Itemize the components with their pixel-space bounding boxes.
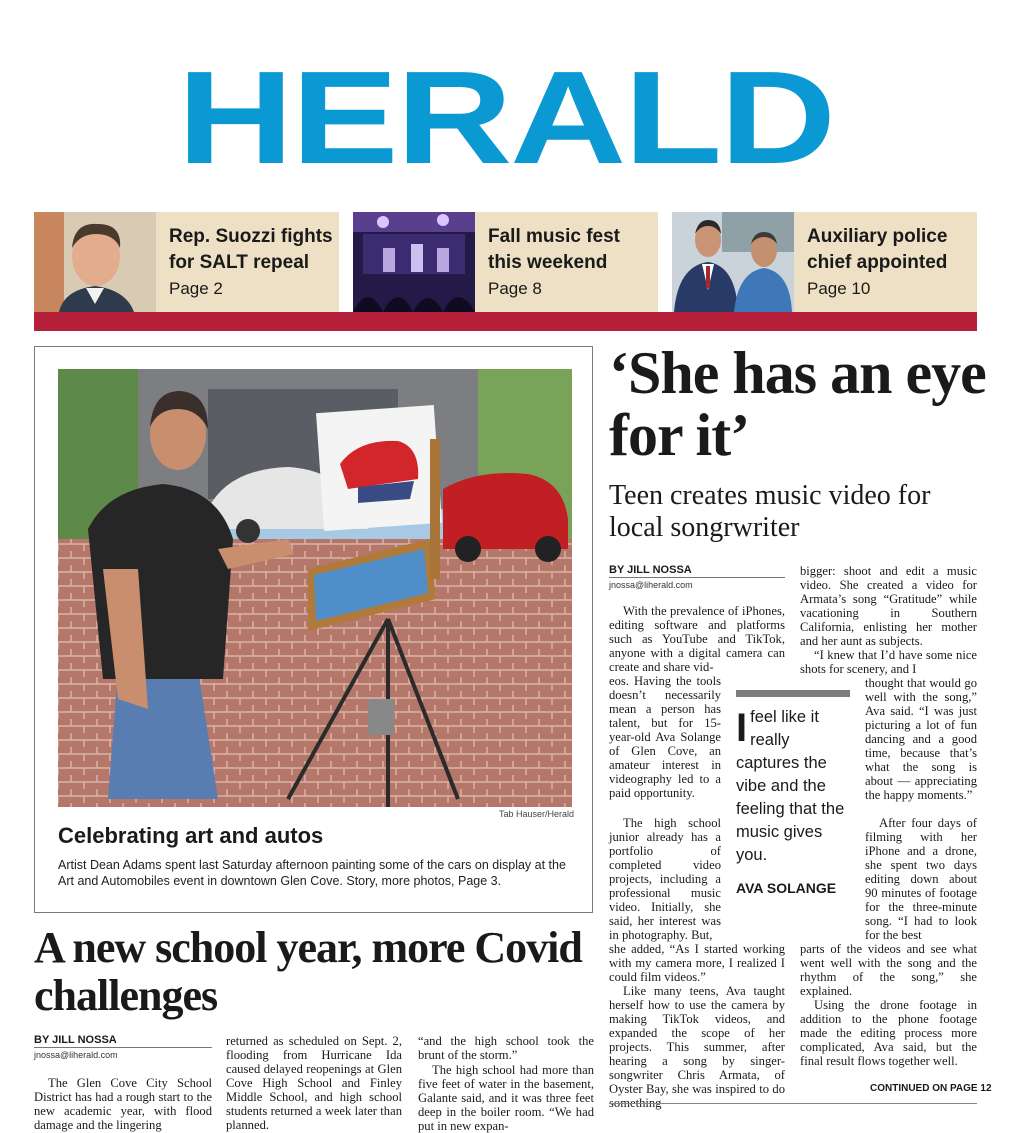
lead-col1-top: With the prevalence of iPhones, editing software and platforms such as YouTube and TikTok, anyone with a digital camera can create and share vid-	[609, 604, 785, 674]
pullquote-drop-letter: I	[736, 706, 748, 750]
pullquote	[736, 706, 854, 867]
lead-email: jnossa@liherald.com	[609, 580, 693, 590]
continued-jump-link[interactable]: CONTINUED ON PAGE 12	[870, 1083, 992, 1094]
second-col2: returned as scheduled on Sept. 2, flooding from Hurricane Ida caused delayed reopenings at Glen Cove High School and Finley Middle School, and high school students returned a week later than planned.	[226, 1034, 402, 1132]
red-divider-band	[34, 312, 977, 331]
lead-col1-narrow: eos. Having the tools doesn’t necessarily mean a person has talent, but for 15-year-old Ava Solange of Glen Cove, an amateur interest in videography led to a paid opportunity.	[609, 674, 721, 800]
second-col3-a: “and the high school took the brunt of the storm.”	[418, 1034, 594, 1062]
concert-photo-icon	[353, 212, 475, 312]
caption-headline: Celebrating art and autos	[58, 823, 324, 848]
lead-headline: ‘She has an eye for it’	[609, 340, 986, 468]
teaser-music-fest[interactable]	[353, 212, 658, 312]
teaser-strip	[34, 212, 977, 312]
lead-col2-narrow: thought that would go well with the song,” Ava said. “I was just picturing a lot of fun dancing and a good time, because that’s what the song is about — appreciating the happy moments.”	[865, 676, 977, 802]
teaser-headline: Rep. Suozzi fights for SALT repeal	[169, 226, 333, 273]
teaser-headline: Fall music fest this weekend	[488, 226, 620, 273]
second-headline: A new school year, more Covid challenges	[34, 923, 582, 1020]
lead-col1-p3: Like many teens, Ava taught herself how to use the camera by making TikTok videos, and expanded the scope of her projects. This summer, after hearing a song by singer-songwriter Chris Armata, of Oyster Bay, she was inspired to do something	[609, 984, 785, 1110]
masthead-title: HERALD	[177, 44, 834, 191]
portrait-photo-icon	[34, 212, 156, 312]
two-men-photo-icon	[672, 212, 794, 312]
photo-credit: Tab Hauser/Herald	[499, 809, 575, 819]
teaser-headline: Auxiliary police chief appointed	[807, 226, 948, 273]
teaser-auxiliary-police[interactable]	[672, 212, 977, 312]
pullquote-text: feel like it really captures the vibe and the feeling that the music gives you.	[736, 708, 845, 864]
lead-deck: Teen creates music video for local songrwriter	[609, 480, 931, 543]
photo-feature-box	[34, 346, 593, 913]
lead-col2-p2: “I knew that I’d have some nice shots for scenery, and I	[800, 648, 977, 676]
second-col1: The Glen Cove City School District has had a rough start to the new academic year, with flood damage and the lingering	[34, 1076, 212, 1132]
artist-painting-photo	[58, 369, 572, 807]
lead-col1-p2: The high school junior already has a portfolio of completed video projects, including a professional music video. Initially, she said, her interest was in photography. But,	[609, 816, 721, 942]
teaser-page: Page 8	[488, 279, 542, 298]
lead-col2-bottom: parts of the videos and see what went well with the song and the rhythm of the song,” she explained.	[800, 942, 977, 998]
lead-col2-top: bigger: shoot and edit a music video. She created a video for Armata’s song “Gratitude” while vacationing in Southern California, enlisting her mother and her aunt as subjects.	[800, 564, 977, 648]
second-email: jnossa@liherald.com	[34, 1050, 118, 1060]
teaser-page: Page 2	[169, 279, 223, 298]
bottom-rule	[609, 1103, 977, 1104]
second-col3-b: The high school had more than five feet of water in the basement, Galante said, and it was three feet deep in the boiler room. “We had put in new expan-	[418, 1063, 594, 1133]
second-byline-rule	[34, 1047, 212, 1048]
teaser-page: Page 10	[807, 279, 871, 298]
caption-text: Artist Dean Adams spent last Saturday afternoon painting some of the cars on display at the Art and Automobiles event in downtown Glen Cove. Story, more photos, Page 3.	[58, 858, 566, 888]
lead-col2-p4: Using the drone footage in addition to the phone footage made the editing process more complicated, Ava said, but the final result flows together well.	[800, 998, 977, 1068]
lead-byline: BY JILL NOSSA	[609, 564, 692, 576]
pullquote-bar	[736, 690, 850, 697]
second-byline: BY JILL NOSSA	[34, 1034, 117, 1046]
lead-col1-bottom: she added, “As I started working with my camera more, I realized I could film videos.”	[609, 942, 785, 984]
teaser-suozzi[interactable]	[34, 212, 339, 312]
byline-rule	[609, 577, 785, 578]
pullquote-attribution: AVA SOLANGE	[736, 880, 837, 896]
lead-col2-narrow2: After four days of filming with her iPhone and a drone, she spent two days editing down about 90 minutes of footage for the three-minute song. “I had to look for the best	[865, 816, 977, 942]
